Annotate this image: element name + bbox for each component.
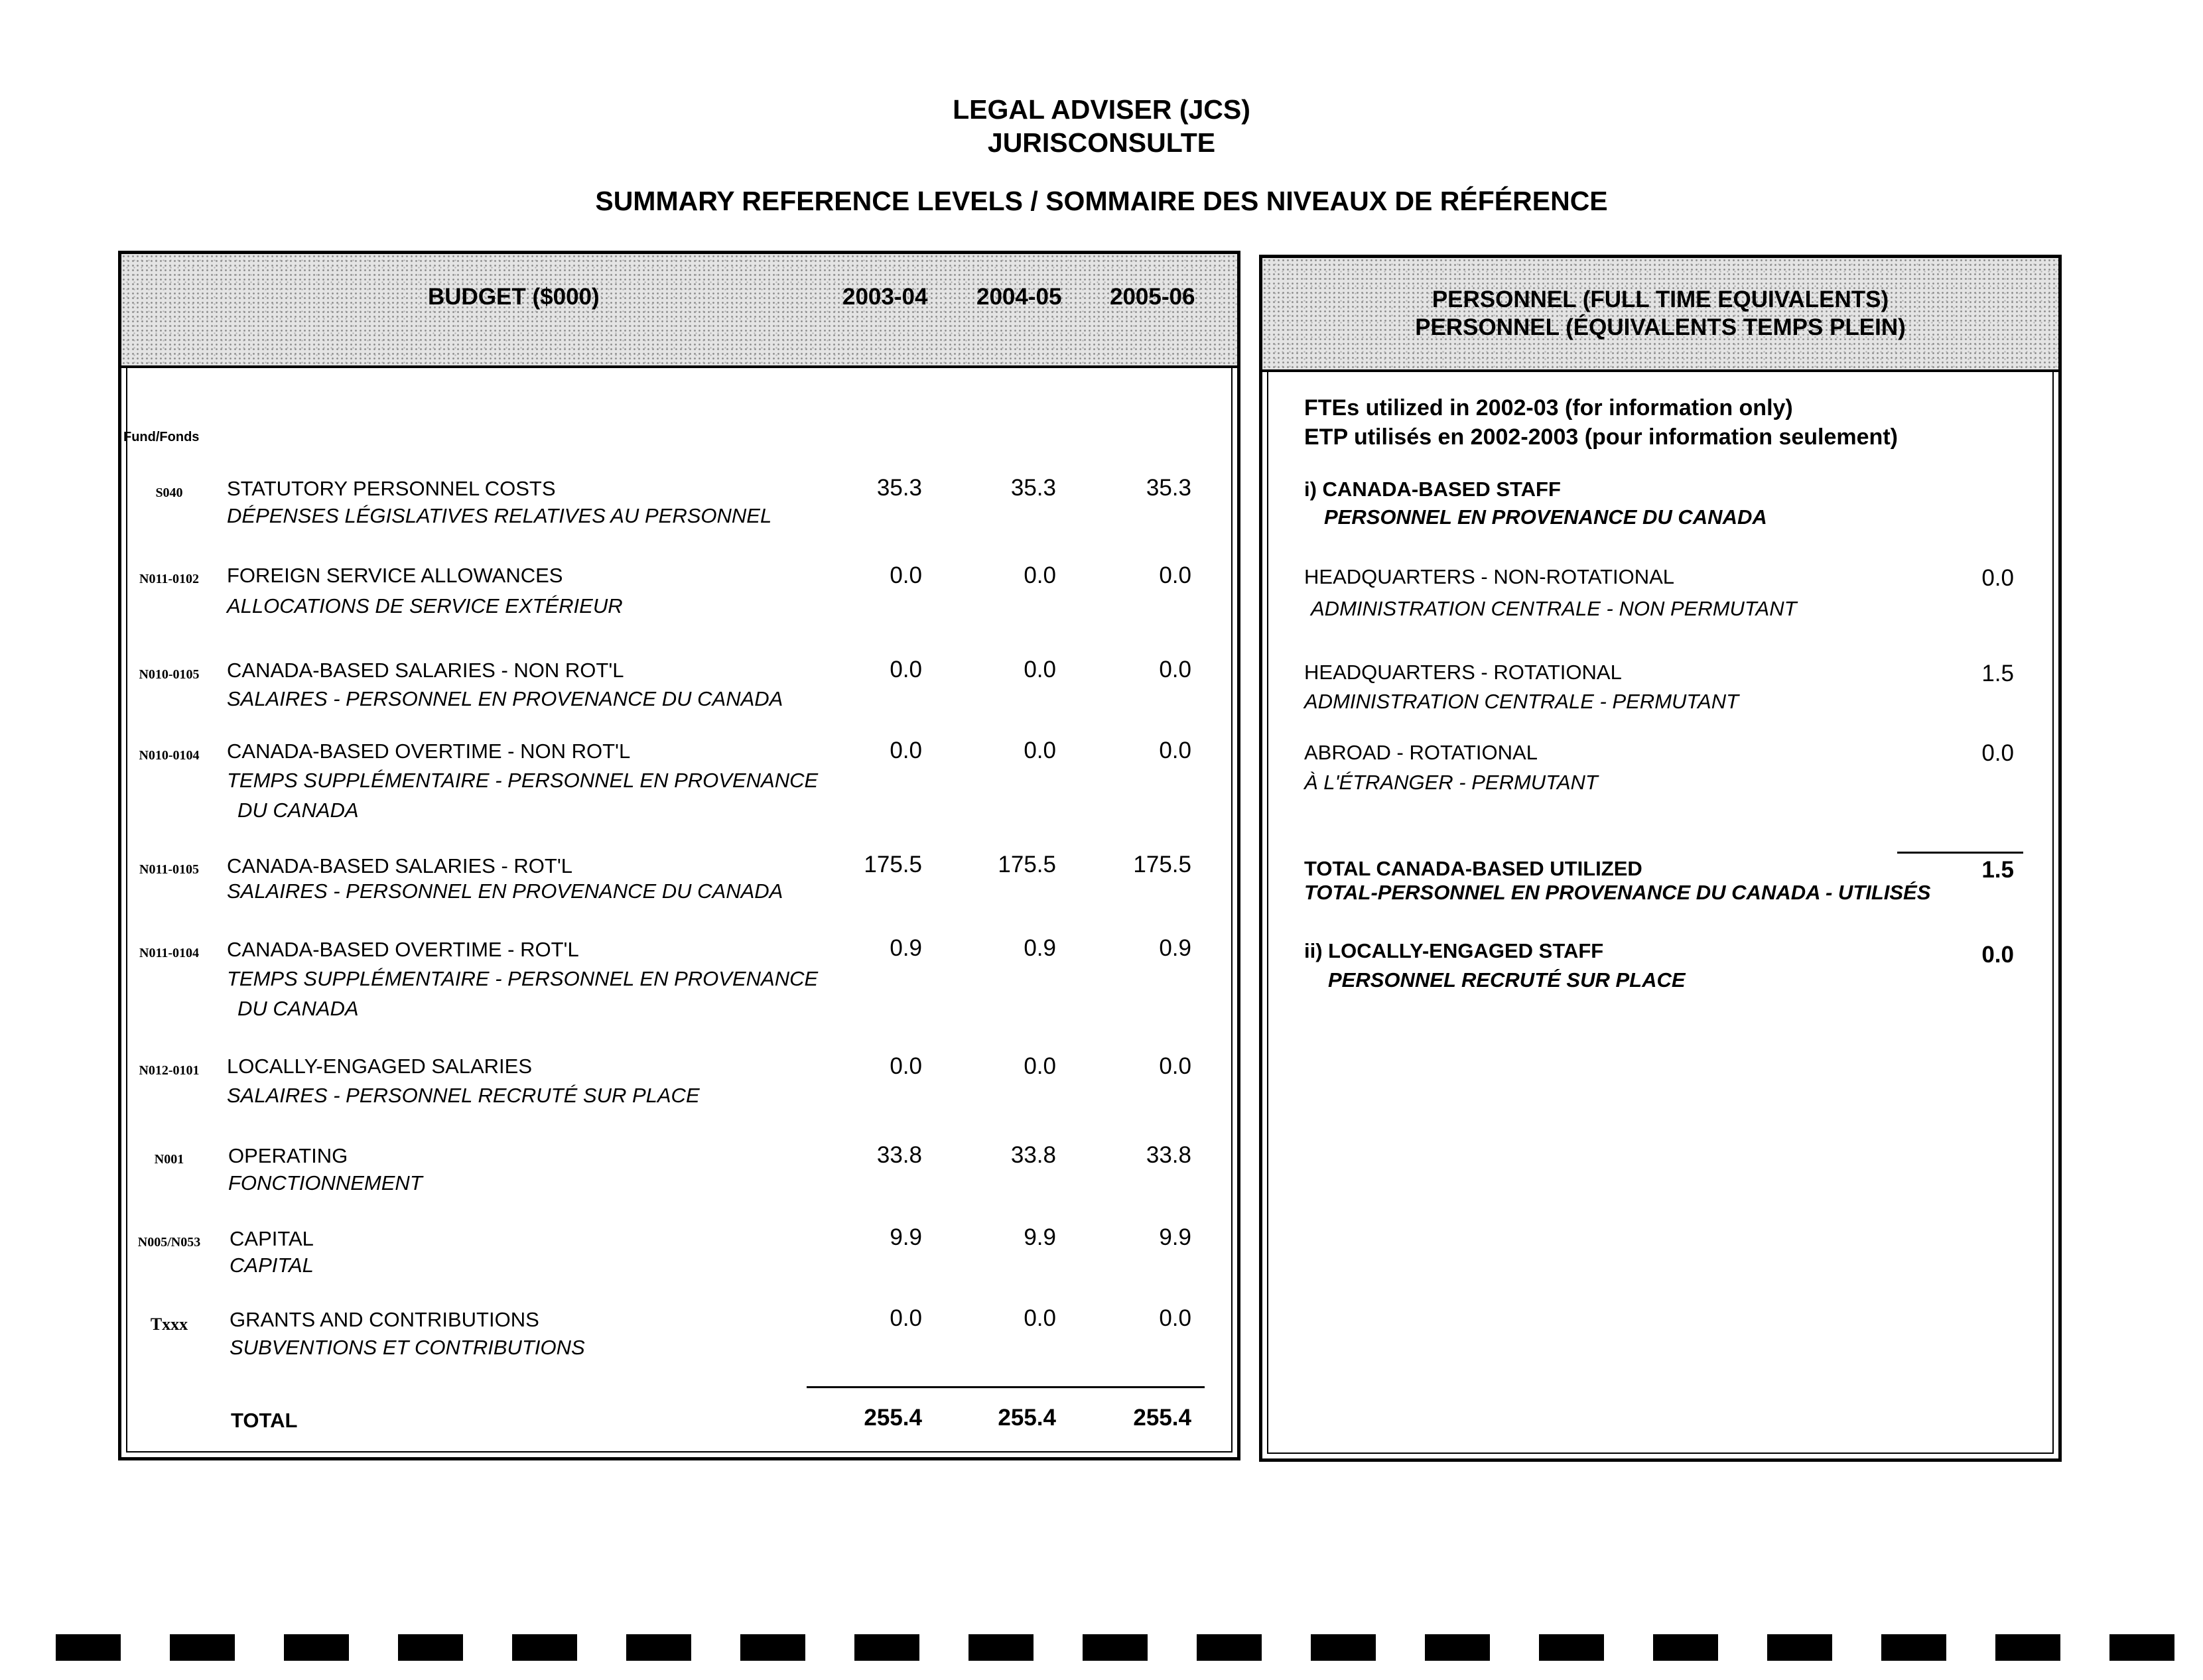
budget-item-fr: DÉPENSES LÉGISLATIVES RELATIVES AU PERSONNEL xyxy=(227,504,772,527)
fte-note: FTEs utilized in 2002-03 (for information only) xyxy=(1304,395,1793,420)
fund-code: N005/N053 xyxy=(137,1235,201,1250)
budget-item-fr: CAPITAL xyxy=(230,1254,314,1277)
fund-column-label: Fund/Fonds xyxy=(123,430,200,444)
scan-mark xyxy=(1653,1634,1718,1661)
budget-item-fr: SUBVENTIONS ET CONTRIBUTIONS xyxy=(230,1336,585,1359)
budget-item-en: STATUTORY PERSONNEL COSTS xyxy=(227,477,556,500)
budget-value: 0.0 xyxy=(1024,562,1056,588)
fte-total-label: TOTAL CANADA-BASED UTILIZED xyxy=(1304,857,1642,880)
fte-value: 0.0 xyxy=(1981,740,2014,766)
scan-mark xyxy=(1083,1634,1148,1661)
personnel-heading: PERSONNEL (FULL TIME EQUIVALENTS) xyxy=(1432,287,1889,312)
budget-value: 9.9 xyxy=(1159,1224,1191,1250)
scan-mark xyxy=(2109,1634,2174,1661)
scan-mark xyxy=(1881,1634,1946,1661)
year-header-1: 2003-04 xyxy=(842,284,928,310)
fte-value: 1.5 xyxy=(1981,661,2014,686)
budget-value: 9.9 xyxy=(890,1224,922,1250)
scan-mark xyxy=(1539,1634,1604,1661)
page-title: LEGAL ADVISER (JCS) xyxy=(953,94,1250,125)
scan-mark xyxy=(170,1634,235,1661)
budget-value: 175.5 xyxy=(1133,852,1191,877)
budget-item-en: CANADA-BASED OVERTIME - ROT'L xyxy=(227,938,579,961)
canada-based-staff-heading: i) CANADA-BASED STAFF xyxy=(1304,478,1561,501)
fte-value: 0.0 xyxy=(1981,565,2014,591)
budget-item-fr: FONCTIONNEMENT xyxy=(228,1171,423,1195)
fte-item-fr: À L'ÉTRANGER - PERMUTANT xyxy=(1304,771,1598,794)
fte-item-fr: ADMINISTRATION CENTRALE - PERMUTANT xyxy=(1304,690,1739,713)
fte-item-en: ABROAD - ROTATIONAL xyxy=(1304,741,1538,764)
budget-item-fr: SALAIRES - PERSONNEL RECRUTÉ SUR PLACE xyxy=(227,1084,700,1107)
budget-item-en: GRANTS AND CONTRIBUTIONS xyxy=(230,1308,539,1331)
budget-item-fr: SALAIRES - PERSONNEL EN PROVENANCE DU CANADA xyxy=(227,687,783,710)
fte-total-label-french: TOTAL-PERSONNEL EN PROVENANCE DU CANADA - UTILISÉS xyxy=(1304,881,1931,904)
scan-mark xyxy=(1197,1634,1262,1661)
budget-value: 0.9 xyxy=(1159,935,1191,961)
budget-value: 0.0 xyxy=(1024,1305,1056,1331)
budget-value: 175.5 xyxy=(864,852,922,877)
budget-value: 0.9 xyxy=(890,935,922,961)
budget-item-en: CANADA-BASED OVERTIME - NON ROT'L xyxy=(227,740,631,763)
year-header-2: 2004-05 xyxy=(976,284,1062,310)
fund-code: N011-0102 xyxy=(139,572,199,586)
scan-mark xyxy=(968,1634,1034,1661)
budget-item-en: CANADA-BASED SALARIES - NON ROT'L xyxy=(227,659,624,682)
scan-mark xyxy=(512,1634,577,1661)
fund-code: N010-0105 xyxy=(139,667,200,682)
budget-value: 0.0 xyxy=(1159,1053,1191,1079)
budget-value: 0.0 xyxy=(890,1053,922,1079)
scan-mark xyxy=(626,1634,691,1661)
scan-mark xyxy=(1767,1634,1832,1661)
fund-code: N001 xyxy=(154,1152,184,1167)
fte-item-en: HEADQUARTERS - ROTATIONAL xyxy=(1304,661,1622,684)
scan-mark xyxy=(1995,1634,2060,1661)
canada-based-staff-heading-french: PERSONNEL EN PROVENANCE DU CANADA xyxy=(1324,505,1767,529)
budget-item-en: CANADA-BASED SALARIES - ROT'L xyxy=(227,854,572,877)
locally-engaged-staff-heading-french: PERSONNEL RECRUTÉ SUR PLACE xyxy=(1328,968,1686,992)
fund-code: N011-0104 xyxy=(139,946,199,960)
budget-value: 0.0 xyxy=(1024,1053,1056,1079)
budget-value: 175.5 xyxy=(998,852,1056,877)
budget-total-label: TOTAL xyxy=(231,1409,298,1432)
budget-value: 0.0 xyxy=(890,738,922,763)
fund-code: N010-0104 xyxy=(139,748,200,763)
scan-border-marks xyxy=(0,1634,2203,1663)
budget-item-fr-continued: DU CANADA xyxy=(237,997,359,1020)
budget-value: 0.0 xyxy=(1159,1305,1191,1331)
budget-value: 0.0 xyxy=(1159,657,1191,682)
locally-engaged-value: 0.0 xyxy=(1981,942,2014,968)
scan-mark xyxy=(284,1634,349,1661)
budget-value: 0.0 xyxy=(1159,738,1191,763)
budget-total-value: 255.4 xyxy=(864,1405,922,1431)
budget-value: 0.0 xyxy=(1024,738,1056,763)
budget-item-fr: TEMPS SUPPLÉMENTAIRE - PERSONNEL EN PROVENANCE xyxy=(227,967,819,990)
budget-value: 0.0 xyxy=(1024,657,1056,682)
scan-mark xyxy=(740,1634,805,1661)
fund-code: N011-0105 xyxy=(139,862,199,877)
fte-item-en: HEADQUARTERS - NON-ROTATIONAL xyxy=(1304,565,1675,588)
year-header-3: 2005-06 xyxy=(1110,284,1195,310)
budget-value: 9.9 xyxy=(1024,1224,1056,1250)
fund-code: Txxx xyxy=(150,1315,188,1334)
fund-code: S040 xyxy=(155,485,183,500)
budget-value: 0.0 xyxy=(890,562,922,588)
personnel-heading-french: PERSONNEL (ÉQUIVALENTS TEMPS PLEIN) xyxy=(1415,314,1906,340)
budget-item-en: OPERATING xyxy=(228,1144,348,1167)
scan-mark xyxy=(854,1634,919,1661)
total-rule xyxy=(807,1386,1205,1388)
budget-item-fr: SALAIRES - PERSONNEL EN PROVENANCE DU CANADA xyxy=(227,879,783,903)
scan-mark xyxy=(1311,1634,1376,1661)
budget-value: 0.0 xyxy=(1159,562,1191,588)
budget-heading: BUDGET ($000) xyxy=(428,284,600,310)
scan-mark xyxy=(1425,1634,1490,1661)
fte-note-french: ETP utilisés en 2002-2003 (pour information seulement) xyxy=(1304,424,1898,450)
fund-code: N012-0101 xyxy=(139,1063,200,1078)
budget-value: 35.3 xyxy=(1146,475,1191,501)
budget-item-en: FOREIGN SERVICE ALLOWANCES xyxy=(227,564,563,587)
page-title-french: JURISCONSULTE xyxy=(987,127,1216,158)
budget-value: 35.3 xyxy=(876,475,922,501)
scan-mark xyxy=(56,1634,121,1661)
fte-total-value: 1.5 xyxy=(1981,857,2014,883)
locally-engaged-staff-heading: ii) LOCALLY-ENGAGED STAFF xyxy=(1304,939,1604,962)
budget-value: 0.0 xyxy=(890,1305,922,1331)
budget-item-en: LOCALLY-ENGAGED SALARIES xyxy=(227,1055,533,1078)
budget-value: 35.3 xyxy=(1010,475,1056,501)
budget-value: 0.9 xyxy=(1024,935,1056,961)
page-subtitle: SUMMARY REFERENCE LEVELS / SOMMAIRE DES NIVEAUX DE RÉFÉRENCE xyxy=(595,186,1608,216)
scan-mark xyxy=(398,1634,463,1661)
budget-value: 0.0 xyxy=(890,657,922,682)
budget-item-fr-continued: DU CANADA xyxy=(237,799,359,822)
budget-total-value: 255.4 xyxy=(998,1405,1056,1431)
budget-value: 33.8 xyxy=(1146,1142,1191,1168)
budget-value: 33.8 xyxy=(1010,1142,1056,1168)
budget-item-fr: TEMPS SUPPLÉMENTAIRE - PERSONNEL EN PROVENANCE xyxy=(227,769,819,792)
budget-total-value: 255.4 xyxy=(1133,1405,1191,1431)
budget-item-fr: ALLOCATIONS DE SERVICE EXTÉRIEUR xyxy=(227,594,623,617)
fte-item-fr: ADMINISTRATION CENTRALE - NON PERMUTANT xyxy=(1311,597,1797,620)
budget-header-band xyxy=(121,254,1237,368)
fte-total-rule xyxy=(1897,852,2023,854)
budget-value: 33.8 xyxy=(876,1142,922,1168)
budget-item-en: CAPITAL xyxy=(230,1227,314,1250)
